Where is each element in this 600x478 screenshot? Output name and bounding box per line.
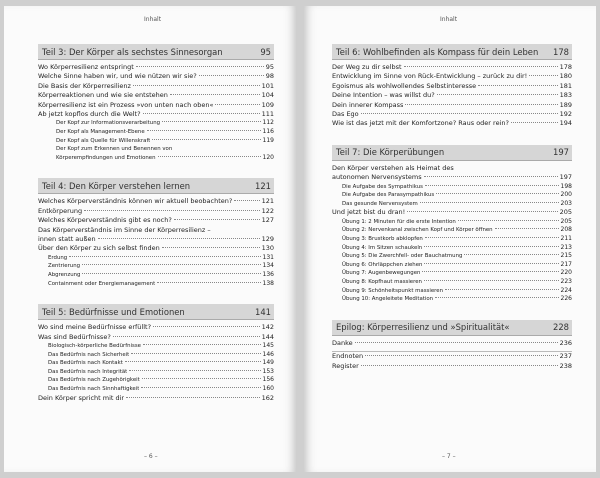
entry-title: Das Bedürfnis nach Integrität	[48, 368, 128, 375]
entry-page: 213	[560, 243, 572, 251]
toc-entry[interactable]	[38, 63, 274, 72]
entry-title: Deine Intention – was willst du?	[332, 91, 435, 100]
section-page: 121	[255, 180, 271, 191]
section-page: 228	[553, 322, 569, 333]
page-number: – 7 –	[442, 453, 456, 460]
toc-entry[interactable]	[332, 164, 572, 173]
entry-title: Das Bedürfnis nach Sicherheit	[48, 351, 130, 358]
toc-entry[interactable]	[332, 362, 572, 371]
dot-leader	[162, 247, 260, 248]
entry-page: 215	[560, 252, 572, 260]
section-page: 178	[553, 46, 569, 57]
entry-page: 119	[262, 136, 274, 144]
entry-page: 236	[559, 338, 572, 347]
dot-leader	[162, 121, 261, 122]
dot-leader	[422, 271, 558, 272]
entry-title: Übung 8: Kopfhaut massieren	[342, 279, 422, 285]
dot-leader	[152, 139, 260, 140]
toc-entry[interactable]	[38, 226, 274, 235]
entry-title: Der Kopf als Management-Ebene	[56, 129, 145, 136]
entry-title: Abgrenzung	[48, 272, 81, 279]
toc-section	[332, 145, 572, 304]
entry-page: 142	[261, 323, 274, 332]
section-title: Teil 7: Die Körperübungen	[336, 147, 445, 158]
dot-leader	[215, 104, 259, 105]
entry-page: 101	[261, 81, 274, 90]
toc-entry[interactable]	[38, 342, 274, 351]
entry-title: Wie ist das jetzt mit der Komfortzone? Raus oder rein?	[332, 119, 509, 128]
dot-leader	[511, 122, 558, 123]
entry-title: Der Weg zu dir selbst	[332, 63, 402, 71]
toc-entry[interactable]	[38, 359, 274, 368]
dot-leader	[420, 202, 559, 203]
dot-leader	[141, 387, 260, 388]
toc-content	[332, 44, 572, 387]
dot-leader	[529, 75, 557, 76]
dot-leader	[355, 342, 558, 343]
toc-entry[interactable]	[332, 261, 572, 270]
section-title: Teil 4: Den Körper verstehen lernen	[42, 180, 191, 191]
toc-content	[38, 44, 274, 419]
entry-title: Welches Körperverständnis können wir aktuell beobachten?	[38, 197, 233, 206]
toc-entry[interactable]	[38, 323, 274, 332]
entry-page: 138	[262, 279, 274, 287]
entry-page: 109	[261, 100, 274, 109]
toc-entry[interactable]	[38, 280, 274, 289]
section-heading[interactable]	[38, 178, 274, 194]
toc-entry[interactable]	[38, 368, 274, 377]
dot-leader	[424, 280, 559, 281]
entry-page: 194	[559, 119, 572, 128]
dot-leader	[495, 228, 559, 229]
dot-leader	[142, 378, 261, 379]
dot-leader	[365, 355, 557, 356]
toc-entry[interactable]	[332, 218, 572, 227]
toc-entry[interactable]	[332, 269, 572, 278]
entry-title: Was sind Bedürfnisse?	[38, 332, 111, 341]
entry-page: 220	[560, 269, 572, 277]
toc-entry[interactable]	[38, 101, 274, 110]
dot-leader	[478, 85, 557, 86]
toc-section	[38, 178, 274, 288]
toc-entry[interactable]	[332, 252, 572, 261]
entry-title: Das Ego	[332, 110, 359, 119]
toc-entry[interactable]	[38, 110, 274, 119]
entry-page: 136	[262, 271, 274, 279]
entry-page: 223	[560, 278, 572, 285]
toc-entry[interactable]	[38, 207, 274, 216]
entry-title: Biologisch-körperliche Bedürfnisse	[48, 343, 141, 350]
toc-section	[38, 304, 274, 403]
entry-page: 192	[559, 110, 572, 119]
dot-leader	[234, 200, 259, 201]
entry-page: 134	[262, 262, 274, 270]
section-title: Epilog: Körperresilienz und »Spiritualität«	[336, 322, 510, 333]
section-heading[interactable]	[332, 145, 572, 161]
section-title: Teil 6: Wohlbefinden als Kompass für dein Leben	[336, 46, 539, 57]
toc-entry[interactable]	[38, 333, 274, 342]
entry-title: Wo sind meine Bedürfnisse erfüllt?	[38, 323, 152, 332]
entry-title: Dein innerer Kompass	[332, 100, 404, 109]
right-page	[304, 6, 596, 472]
section-heading[interactable]	[332, 44, 572, 60]
toc-entry[interactable]	[38, 271, 274, 280]
entry-title: Die Aufgabe des Sympathikus	[342, 183, 423, 190]
entry-page: 127	[261, 216, 274, 225]
toc-entry[interactable]	[38, 385, 274, 394]
dot-leader	[84, 210, 259, 211]
dot-leader	[458, 220, 559, 221]
entry-page: 178	[559, 63, 572, 71]
entry-title: Übung 1: 2 Minuten für die erste Intention	[342, 218, 456, 225]
entry-title: Entwicklung im Sinne von Rück-Entwicklung – zurück zu dir!	[332, 72, 528, 81]
entry-page: 156	[262, 376, 274, 384]
dot-leader	[133, 85, 260, 86]
toc-entry[interactable]	[332, 352, 572, 361]
entry-page: 208	[560, 226, 572, 234]
dot-leader	[435, 297, 558, 298]
entry-page: 104	[261, 91, 274, 100]
toc-entry[interactable]	[38, 262, 274, 271]
page-number: – 6 –	[144, 453, 158, 460]
entry-page: 112	[262, 119, 274, 127]
toc-entry[interactable]	[38, 394, 274, 403]
dot-leader	[125, 361, 261, 362]
dot-leader	[153, 326, 260, 327]
entry-title: Der Kopf zur Informationsverarbeitung	[56, 120, 161, 127]
dot-leader	[131, 353, 260, 354]
section-heading[interactable]	[38, 44, 274, 60]
toc-entry[interactable]	[332, 91, 572, 100]
toc-entry[interactable]	[38, 216, 274, 225]
entry-page: 153	[262, 367, 274, 375]
entry-page: 189	[559, 100, 572, 109]
entry-title: Übung 9: Schönheitspunkt massieren	[342, 287, 443, 294]
dot-leader	[425, 185, 559, 186]
dot-leader	[82, 273, 260, 274]
toc-section	[332, 320, 572, 371]
entry-page: 203	[560, 199, 572, 207]
toc-entry[interactable]	[38, 197, 274, 206]
toc-entry[interactable]	[38, 128, 274, 137]
running-head: Inhalt	[440, 16, 458, 23]
toc-entry[interactable]	[332, 287, 572, 296]
toc-entry[interactable]	[332, 278, 572, 287]
entry-title: Übung 4: Im Sitzen schaukeln	[342, 244, 423, 251]
entry-title: Welches Körperverständnis gibt es noch?	[38, 216, 172, 225]
section-page: 197	[553, 147, 569, 158]
dot-leader	[147, 130, 261, 131]
entry-title: Endnoten	[332, 352, 364, 361]
dot-leader	[174, 219, 260, 220]
entry-page: 224	[560, 286, 572, 294]
entry-page: 98	[265, 72, 274, 81]
dot-leader	[361, 365, 558, 366]
entry-title: Welche Sinne haben wir, und wie nützen wir sie?	[38, 72, 197, 81]
entry-title: autonomen Nervensystems	[332, 173, 422, 182]
entry-title: Körperempfindungen und Emotionen	[56, 154, 156, 161]
toc-entry[interactable]	[332, 191, 572, 200]
entry-page: 198	[560, 182, 572, 190]
toc-entry[interactable]	[332, 82, 572, 91]
dot-leader	[437, 94, 558, 95]
dot-leader	[405, 104, 557, 105]
entry-page: 111	[261, 110, 274, 119]
dot-leader	[404, 66, 558, 67]
entry-title: Übung 6: Ohrläppchen ziehen	[342, 261, 423, 268]
running-head: Inhalt	[144, 16, 162, 23]
entry-page: 131	[262, 253, 274, 261]
dot-leader	[424, 263, 558, 264]
dot-leader	[199, 75, 264, 76]
toc-entry[interactable]	[332, 119, 572, 128]
entry-title: Der Kopf als Quelle für Willenskraft	[56, 137, 151, 144]
section-title: Teil 3: Der Körper als sechstes Sinnesorgan	[42, 46, 223, 57]
entry-title: Die Aufgabe des Parasympathikus	[342, 192, 435, 199]
entry-page: 237	[559, 352, 572, 361]
toc-entry[interactable]	[332, 244, 572, 253]
entry-title: Dein Körper spricht mit dir	[38, 393, 125, 402]
toc-entry[interactable]	[38, 244, 274, 253]
entry-page: 238	[559, 361, 572, 370]
entry-page: 200	[560, 191, 572, 199]
dot-leader	[143, 344, 261, 345]
entry-page: 162	[261, 393, 274, 402]
toc-entry[interactable]	[332, 183, 572, 192]
dot-leader	[126, 397, 259, 398]
entry-title: Übung 10: Angeleitete Meditation	[342, 296, 434, 303]
section-heading[interactable]	[38, 304, 274, 320]
dot-leader	[157, 282, 260, 283]
dot-leader	[464, 254, 558, 255]
entry-title: Übung 2: Nervenkanal zwischen Kopf und Körper öffnen	[342, 227, 493, 234]
entry-page: 144	[261, 332, 274, 341]
entry-page: 122	[261, 206, 274, 215]
toc-entry[interactable]	[38, 137, 274, 146]
toc-entry[interactable]	[332, 72, 572, 81]
toc-entry[interactable]	[332, 63, 572, 72]
dot-leader	[424, 176, 558, 177]
dot-leader	[69, 256, 260, 257]
entry-page: 145	[262, 342, 274, 350]
section-title: Teil 5: Bedürfnisse und Emotionen	[42, 306, 185, 317]
entry-page: 205	[559, 208, 572, 217]
entry-page: 197	[559, 173, 572, 182]
entry-page: 130	[261, 244, 274, 253]
toc-entry[interactable]	[332, 110, 572, 119]
entry-page: 183	[559, 91, 572, 100]
toc-section	[332, 44, 572, 129]
entry-page: 120	[262, 153, 274, 161]
entry-title: Übung 7: Augenbewegungen	[342, 270, 421, 277]
dot-leader	[424, 246, 558, 247]
dot-leader	[170, 94, 260, 95]
dot-leader	[407, 211, 557, 212]
entry-title: Das Körperverständnis im Sinne der Körperresilienz –	[38, 225, 211, 234]
toc-entry[interactable]	[332, 173, 572, 182]
entry-title: innen statt außen	[38, 235, 96, 244]
entry-page: 149	[262, 359, 274, 367]
entry-page: 160	[262, 385, 274, 392]
toc-entry[interactable]	[332, 208, 572, 217]
dot-leader	[136, 66, 264, 67]
entry-page: 116	[262, 128, 274, 136]
entry-title: Das gesunde Nervensystem	[342, 200, 418, 207]
entry-page: 95	[265, 63, 274, 71]
toc-entry[interactable]	[38, 376, 274, 385]
entry-page: 129	[261, 235, 274, 244]
entry-page: 121	[261, 197, 274, 206]
entry-title: Die Basis der Körperresilienz	[38, 81, 131, 90]
toc-entry[interactable]	[38, 154, 274, 163]
toc-entry[interactable]	[38, 119, 274, 128]
dot-leader	[129, 370, 260, 371]
entry-page: 211	[560, 235, 572, 243]
toc-entry[interactable]	[38, 254, 274, 263]
section-page: 95	[260, 46, 271, 57]
toc-entry[interactable]	[38, 351, 274, 360]
toc-entry[interactable]	[332, 235, 572, 244]
dot-leader	[361, 113, 558, 114]
entry-title: Das Bedürfnis nach Kontakt	[48, 360, 123, 367]
entry-title: Übung 3: Brustkorb abklopfen	[342, 236, 423, 243]
entry-page: 146	[262, 350, 274, 358]
entry-title: Körperresilienz ist ein Prozess »von unten nach oben«	[38, 100, 214, 109]
entry-page: 226	[560, 295, 572, 303]
entry-title: Erdung	[48, 254, 68, 261]
entry-title: Körperreaktionen und wie sie entstehen	[38, 91, 168, 100]
entry-page: 205	[560, 217, 572, 225]
toc-entry[interactable]	[38, 72, 274, 81]
entry-title: Über den Körper zu sich selbst finden	[38, 244, 160, 253]
entry-title: Containment oder Energiemanagement	[48, 280, 156, 287]
toc-entry[interactable]	[332, 226, 572, 235]
dot-leader	[445, 289, 559, 290]
toc-entry[interactable]	[332, 339, 572, 348]
toc-entry[interactable]	[332, 101, 572, 110]
entry-title: Register	[332, 361, 359, 370]
toc-entry[interactable]	[332, 295, 572, 304]
entry-title: Entkörperung	[38, 206, 83, 215]
entry-title: Danke	[332, 338, 353, 347]
entry-title: Wo Körperresilienz entspringt	[38, 63, 134, 71]
entry-title: Das Bedürfnis nach Zugehörigkeit	[48, 377, 140, 384]
toc-entry[interactable]	[332, 200, 572, 209]
dot-leader	[436, 193, 558, 194]
dot-leader	[113, 336, 260, 337]
entry-title: Den Körper verstehen als Heimat des	[332, 163, 454, 172]
entry-title: Der Kopf zum Erkennen und Benennen von	[56, 146, 173, 153]
entry-page: 181	[559, 81, 572, 90]
dot-leader	[425, 237, 559, 238]
dot-leader	[82, 264, 261, 265]
entry-title: Ab jetzt kopflos durch die Welt?	[38, 110, 141, 119]
toc-section	[38, 44, 274, 162]
toc-entry[interactable]	[38, 145, 274, 154]
entry-title: Egoismus als wohlwollendes Selbstinteresse	[332, 81, 477, 90]
dot-leader	[98, 238, 260, 239]
dot-leader	[143, 113, 260, 114]
toc-entry[interactable]	[38, 82, 274, 91]
section-heading[interactable]	[332, 320, 572, 336]
entry-title: Und jetzt bist du dran!	[332, 208, 406, 217]
entry-title: Das Bedürfnis nach Sinnhaftigkeit	[48, 386, 140, 392]
left-page	[4, 6, 296, 472]
entry-title: Zentrierung	[48, 263, 81, 270]
toc-entry[interactable]	[38, 235, 274, 244]
entry-page: 180	[559, 72, 572, 81]
toc-entry[interactable]	[38, 91, 274, 100]
entry-page: 217	[560, 260, 572, 268]
section-page: 141	[255, 306, 271, 317]
entry-title: Übung 5: Die Zwerchfell- oder Bauchatmung	[342, 253, 463, 260]
dot-leader	[158, 156, 261, 157]
